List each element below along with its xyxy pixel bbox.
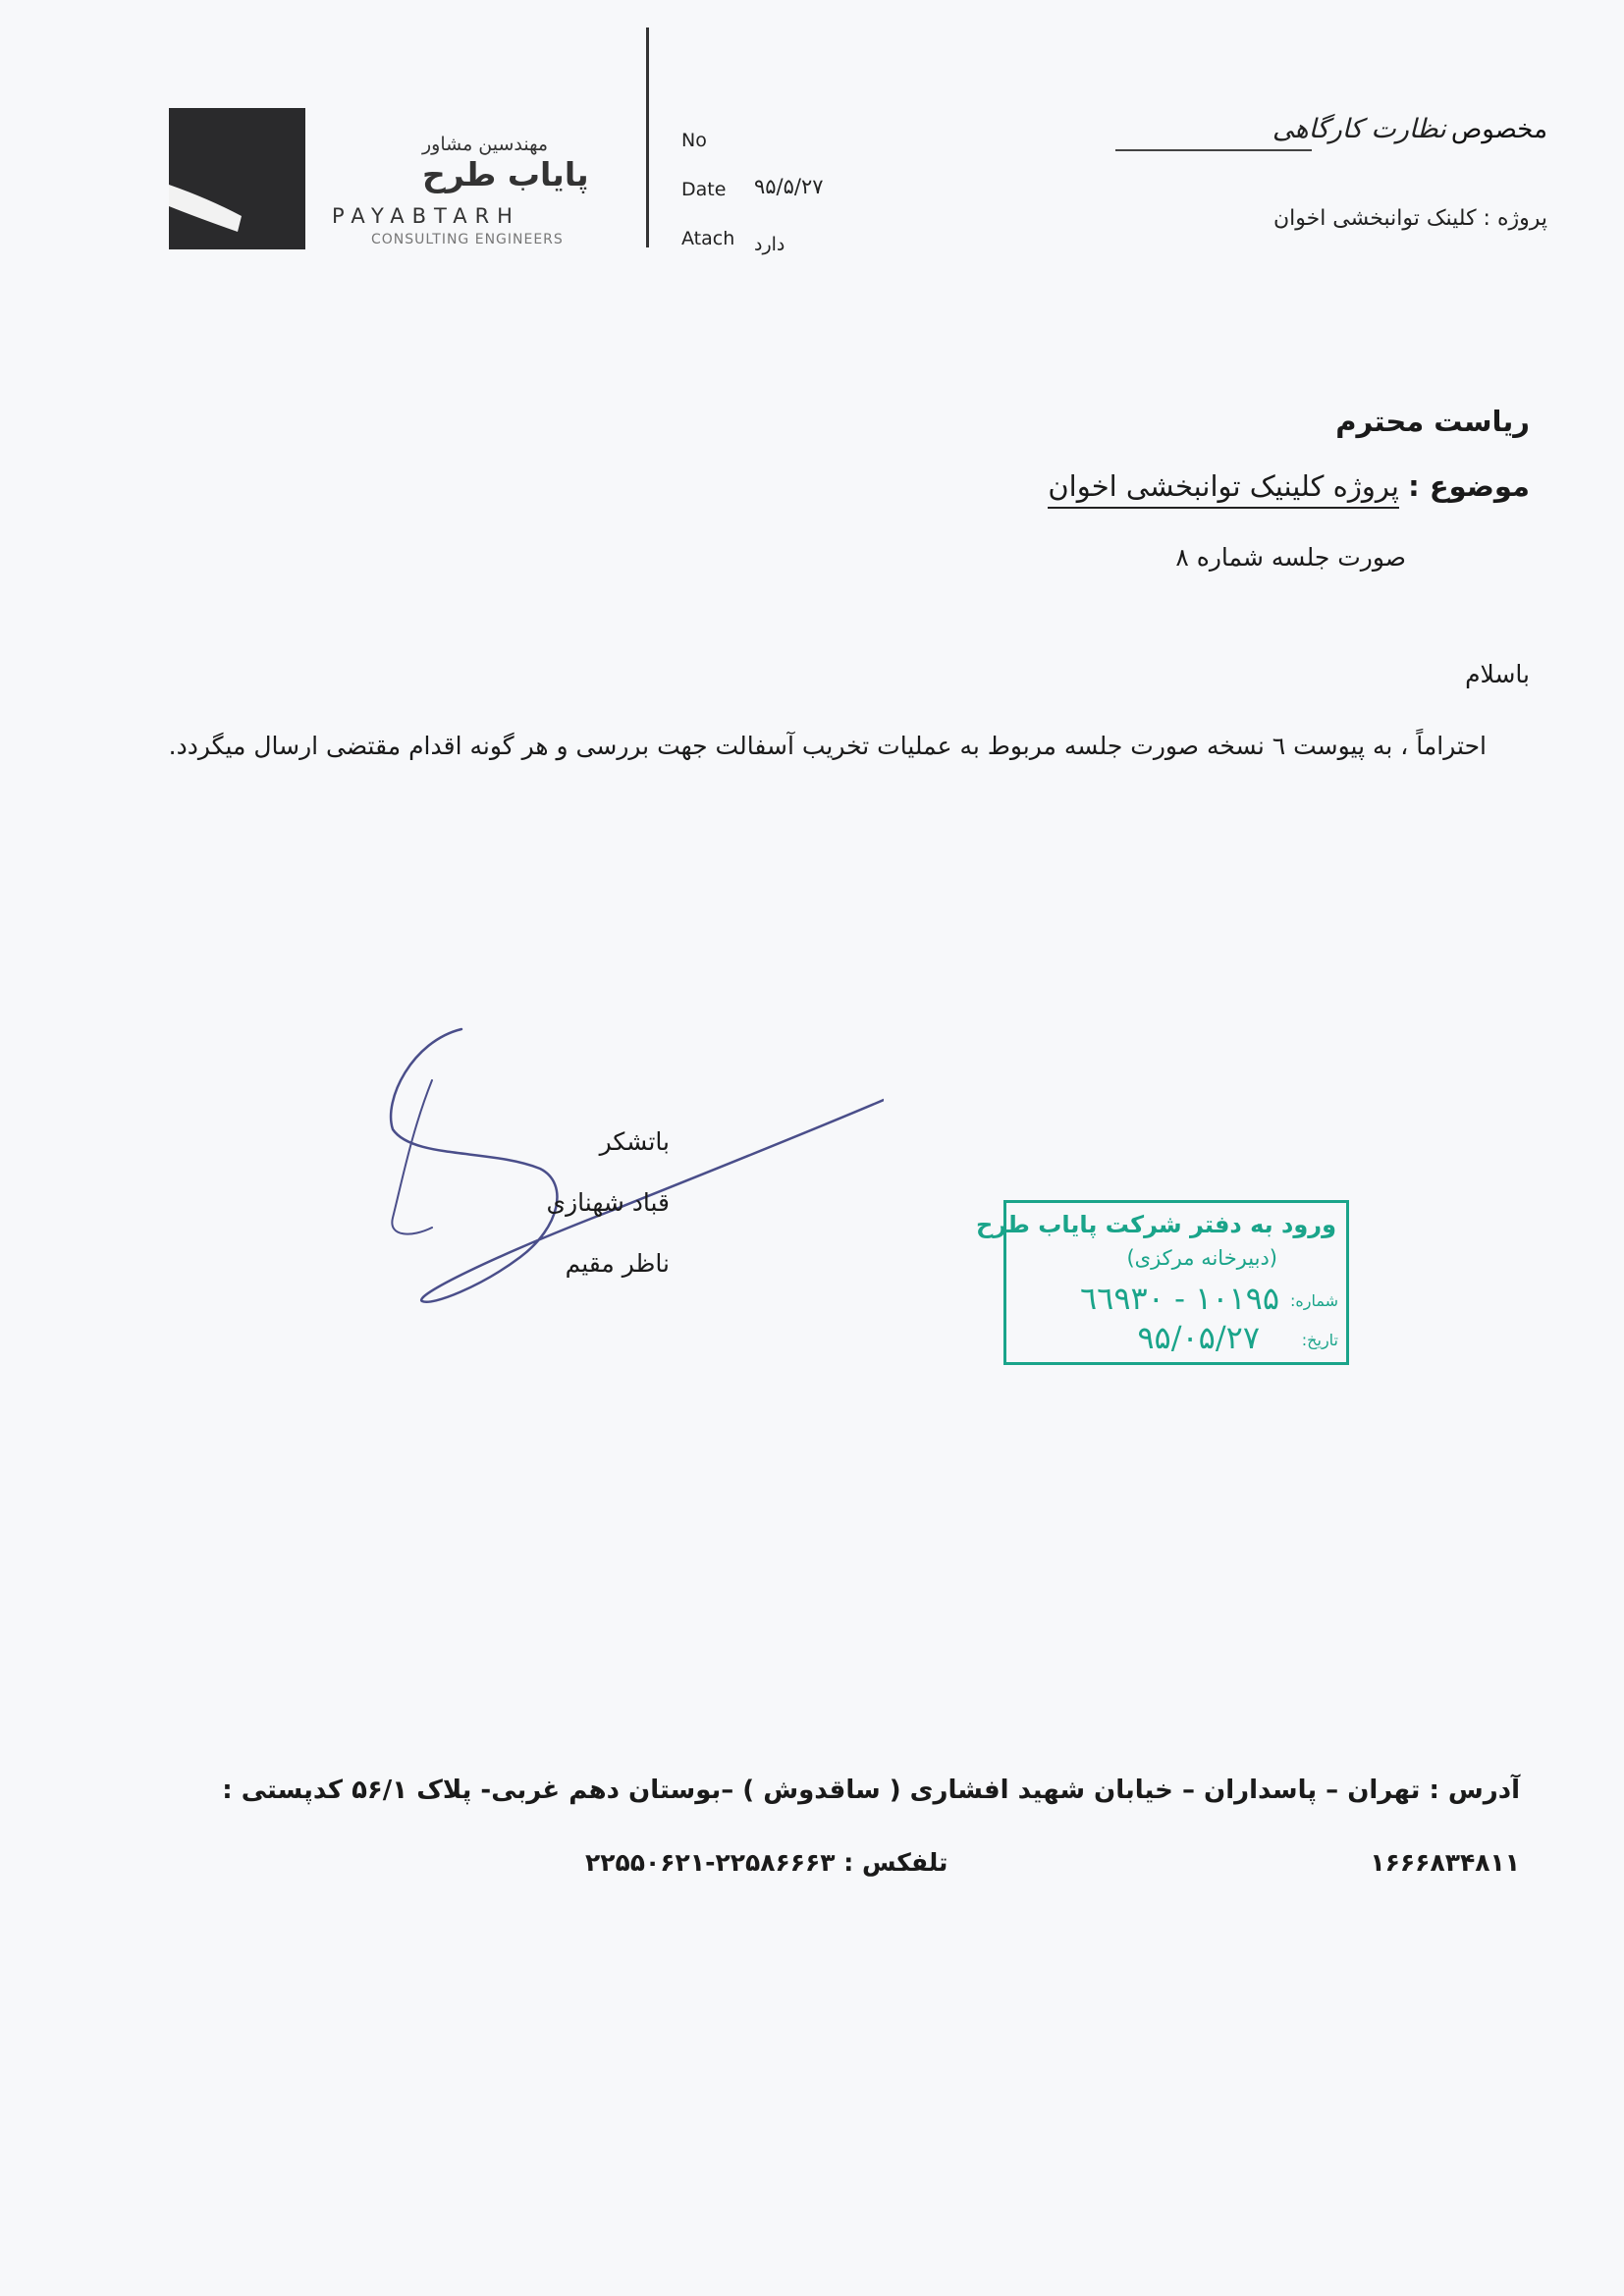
subject-line	[1048, 469, 1530, 503]
footer-postal-code: ۱۶۶۶۸۳۴۸۱۱	[1370, 1848, 1520, 1877]
company-name-fa: پایاب طرح	[422, 155, 589, 193]
signer-title: ناظر مقیم	[565, 1249, 670, 1278]
date-label: Date	[681, 179, 727, 200]
logo-mark-icon	[169, 108, 305, 249]
atach-value: دارد	[754, 234, 785, 255]
subject-value: پروژه کلینیک توانبخشی اخوان	[1048, 469, 1399, 509]
date-value: ۹۵/۵/۲۷	[754, 175, 824, 198]
stamp-subtitle: (دبیرخانه مرکزی)	[1126, 1246, 1277, 1270]
footer-telefax: تلفکس : ۲۲۵۸۶۶۶۳-۲۲۵۵۰۶۲۱	[585, 1848, 948, 1877]
subject-subtitle: صورت جلسه شماره ۸	[1175, 543, 1406, 572]
subject-label: موضوع :	[1408, 469, 1530, 503]
header-project: پروژه : کلینک توانبخشی اخوان	[1272, 206, 1547, 231]
company-subtitle-en: CONSULTING ENGINEERS	[371, 232, 564, 247]
closing: باتشکر	[599, 1127, 670, 1156]
header-title-underline	[1115, 149, 1312, 151]
header-title-printed: مخصوص	[1450, 115, 1547, 144]
company-logo	[169, 108, 305, 249]
receipt-stamp	[976, 1200, 1349, 1365]
header-title-handwritten: نظارت کارگاهی	[1272, 114, 1446, 144]
stamp-date-label: تاریخ:	[1301, 1331, 1338, 1349]
company-name-fa-small: مهندسین مشاور	[422, 134, 549, 155]
header-title	[1272, 114, 1547, 144]
footer-address: آدرس : تهران – پاسداران – خیابان شهید افشاری ( ساقدوش ) –بوستان دهم غربی- پلاک ۵۶/۱ کدپستی :	[222, 1776, 1520, 1805]
no-label: No	[681, 130, 707, 151]
greeting: باسلام	[1465, 660, 1530, 688]
stamp-title: ورود به دفتر شرکت پایاب طرح	[976, 1211, 1336, 1238]
letter-body: احتراماً ، به پیوست ٦ نسخه صورت جلسه مربوط به عملیات تخریب آسفالت جهت بررسی و هر گونه اقدام مقتضی ارسال میگردد.	[168, 732, 1487, 760]
atach-label: Atach	[681, 228, 735, 249]
recipient: ریاست محترم	[1335, 405, 1530, 438]
signature-block	[547, 1112, 670, 1294]
stamp-date-value: ۹۵/۰۵/۲۷	[1137, 1319, 1260, 1356]
stamp-number-label: شماره:	[1289, 1291, 1338, 1310]
stamp-number-value: ۱۰۱۹۵ - ٦٦٩۳۰	[1079, 1280, 1279, 1317]
header-divider	[646, 27, 649, 247]
signer-name: قباد شهنازی	[546, 1188, 670, 1217]
company-name-en: PAYABTARH	[332, 204, 520, 228]
